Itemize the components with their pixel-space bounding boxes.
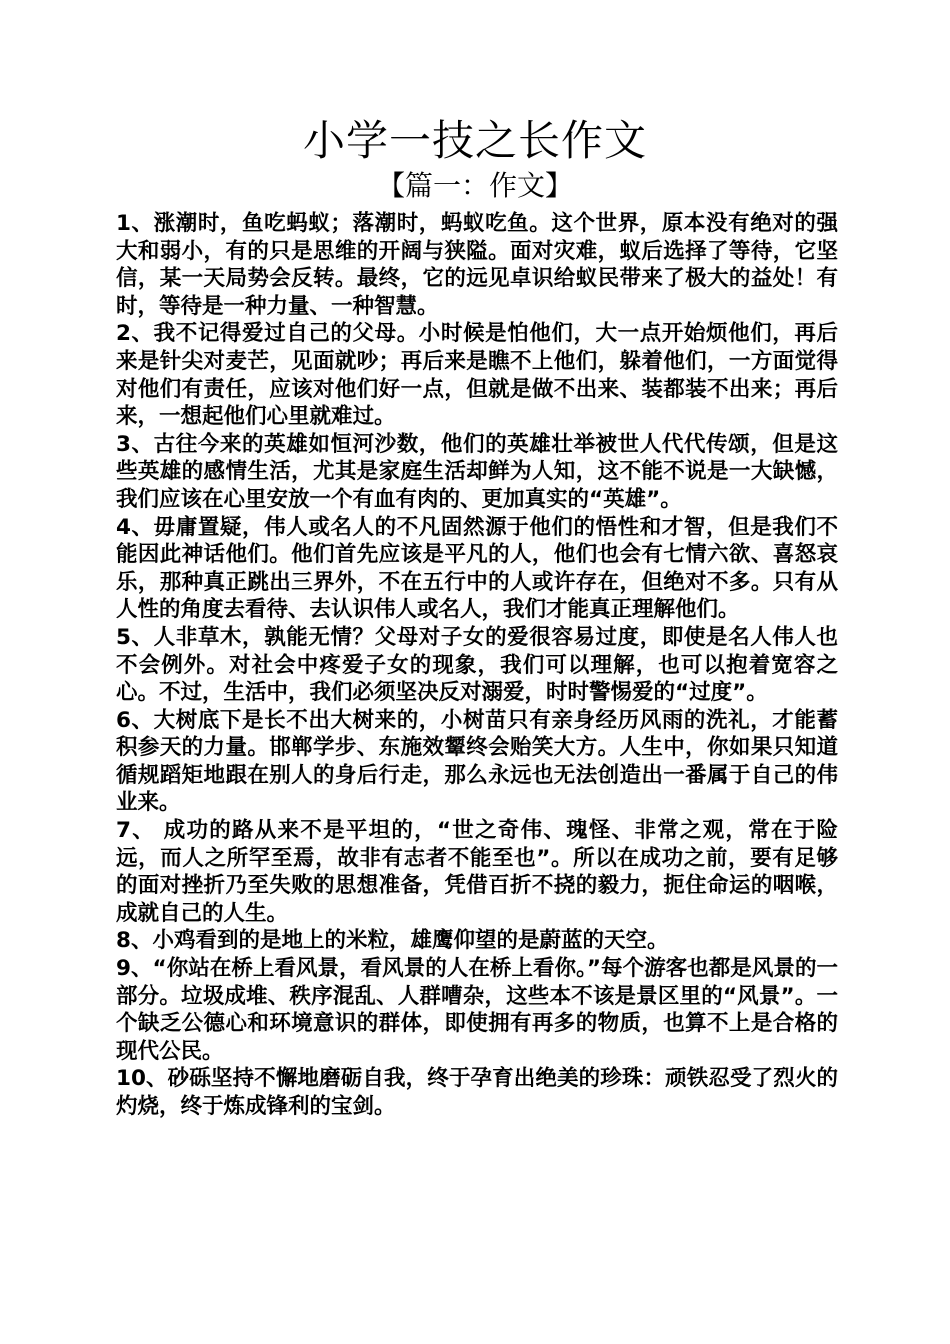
paragraph-8: 8、小鸡看到的是地上的米粒，雄鹰仰望的是蔚蓝的天空。 [116,928,669,954]
section-heading: 【篇一：作文】 [376,169,573,202]
paragraph-9: 9、“你站在桥上看风景，看风景的人在桥上看你。”每个游客也都是风景的一部分。垃圾成堆、秩序混乱、人群嘈杂，这些本不该是景区里的“风景”。一个缺乏公德心和环境意识的群体，即使拥有再多的物质，也算不上是合格的现代公民。 [116,956,838,1064]
paragraph-3: 3、古往今来的英雄如恒河沙数，他们的英雄壮举被世人代代传颂，但是这些英雄的感情生活，尤其是家庭生活却鲜为人知，这不能不说是一大缺憾，我们应该在心里安放一个有血有肉的、更加真实的“英雄”。 [116,431,838,512]
document-body [116,210,838,1121]
paragraph-7: 7、 成功的路从来不是平坦的，“世之奇伟、瑰怪、非常之观，常在于险远，而人之所罕至焉，故非有志者不能至也”。所以在成功之前，要有足够的面对挫折乃至失败的思想准备，凭借百折不挠的毅力，扼住命运的咽喉，成就自己的人生。 [116,818,838,926]
paragraph-4: 4、毋庸置疑，伟人或名人的不凡固然源于他们的悟性和才智，但是我们不能因此神话他们。他们首先应该是平凡的人，他们也会有七情六欲、喜怒哀乐，那种真正跳出三界外，不在五行中的人或许存在，但绝对不多。只有从人性的角度去看待、去认识伟人或名人，我们才能真正理解他们。 [116,514,838,623]
paragraph-2: 2、我不记得爱过自己的父母。小时候是怕他们，大一点开始烦他们，再后来是针尖对麦芒，见面就吵；再后来是瞧不上他们，躲着他们，一方面觉得对他们有责任，应该对他们好一点，但就是做不出来、装都装不出来；再后来，一想起他们心里就难过。 [116,321,838,430]
paragraph-5: 5、人非草木，孰能无情？父母对子女的爱很容易过度，即使是名人伟人也不会例外。对社会中疼爱子女的现象，我们可以理解，也可以抱着宽容之心。不过，生活中，我们必须坚决反对溺爱，时时警惕爱的“过度”。 [116,624,838,706]
paragraph-1: 1、涨潮时，鱼吃蚂蚁；落潮时，蚂蚁吃鱼。这个世界，原本没有绝对的强大和弱小，有的只是思维的开阔与狭隘。面对灾难，蚁后选择了等待，它坚信，某一天局势会反转。最终，它的远见卓识给蚁民带来了极大的益处！有时，等待是一种力量、一种智慧。 [116,211,838,319]
document-title: 小学一技之长作文 [302,116,647,165]
paragraph-6: 6、大树底下是长不出大树来的，小树苗只有亲身经历风雨的洗礼，才能蓄积参天的力量。邯郸学步、东施效颦终会贻笑大方。人生中，你如果只知道循规蹈矩地跟在别人的身后行走，那么永远也无法创造出一番属于自己的伟业来。 [116,707,838,816]
paragraph-10: 10、砂砾坚持不懈地磨砺自我，终于孕育出绝美的珍珠：顽铁忍受了烈火的灼烧，终于炼成锋利的宝剑。 [116,1066,838,1119]
